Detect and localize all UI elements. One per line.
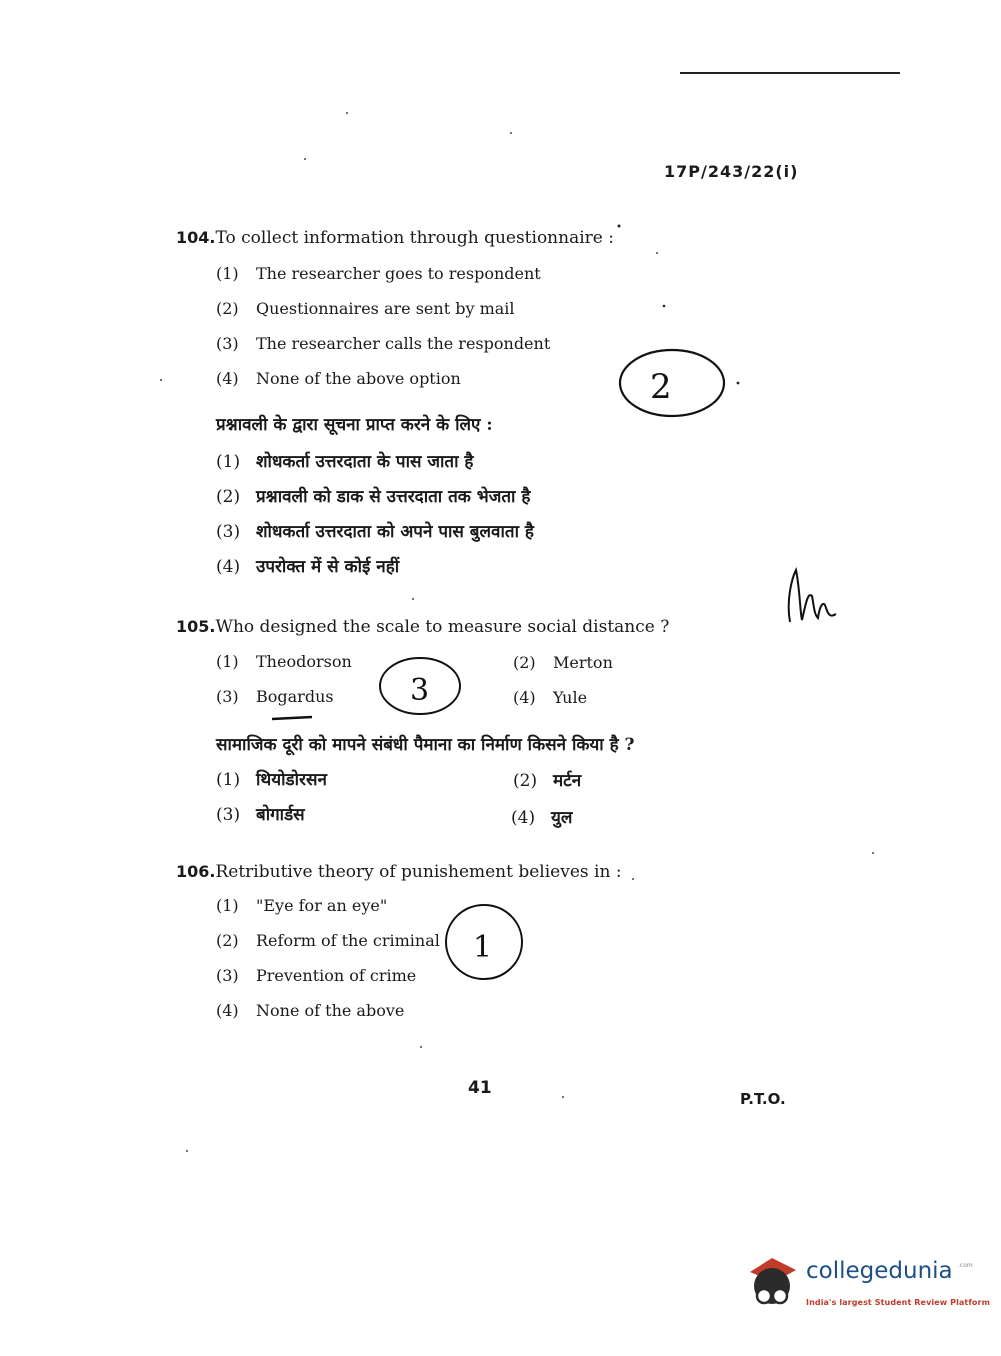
option-number: (2)	[216, 931, 239, 950]
option-number: (1)	[216, 896, 239, 915]
question-text: To collect information through questionnaire :	[215, 228, 614, 248]
option-text: शोधकर्ता उत्तरदाता के पास जाता है	[256, 452, 474, 472]
option-text: उपरोक्त में से कोई नहीं	[256, 557, 400, 577]
option-text: None of the above	[256, 1001, 405, 1020]
hindi-question: सामाजिक दूरी को मापने संबंधी पैमाना का निर्माण किसने किया है ?	[216, 735, 635, 755]
scan-speck	[656, 252, 658, 254]
option-number: (1)	[216, 452, 241, 472]
answer-circle-105	[272, 658, 460, 719]
scan-speck	[872, 852, 874, 854]
signature-scribble	[789, 570, 836, 622]
option-text: Reform of the criminal	[256, 931, 440, 950]
option-number: (2)	[216, 299, 239, 318]
option-text: थियोडोरसन	[256, 770, 327, 790]
option-number: (4)	[216, 369, 239, 388]
option-number: (3)	[216, 334, 239, 353]
question-number: 105.	[176, 617, 216, 636]
option-text: प्रश्नावली को डाक से उत्तरदाता तक भेजता है	[256, 487, 531, 507]
answer-circle-104	[620, 350, 724, 416]
option-number: (2)	[216, 487, 241, 507]
scan-speck	[420, 1046, 422, 1048]
scan-speck	[346, 112, 348, 114]
option-number: (3)	[216, 805, 241, 825]
option-text: Prevention of crime	[256, 966, 417, 985]
option-number: (2)	[513, 653, 536, 672]
option-number: (4)	[216, 557, 241, 577]
scan-speck	[186, 1150, 188, 1152]
question-text: Who designed the scale to measure social distance ?	[215, 617, 670, 637]
option-text: The researcher goes to respondent	[256, 264, 541, 283]
option-text: Yule	[553, 688, 588, 707]
answer-mark-105: 3	[410, 673, 430, 708]
option-text: युल	[551, 808, 573, 828]
watermark-tagline: India's largest Student Review Platform	[806, 1298, 991, 1307]
option-number: (1)	[216, 770, 241, 790]
option-text: Merton	[553, 653, 613, 672]
paper-code: 17P/243/22(i)	[664, 162, 799, 181]
page-number: 41	[468, 1078, 492, 1098]
question-number: 106.	[176, 862, 216, 881]
answer-mark-104: 2	[650, 367, 672, 407]
option-text: Theodorson	[256, 652, 352, 671]
option-number: (1)	[216, 652, 239, 671]
scan-speck	[562, 1096, 564, 1098]
answer-mark-106: 1	[473, 930, 493, 965]
option-number: (1)	[216, 264, 239, 283]
option-number: (2)	[513, 771, 538, 791]
watermark-brand: collegedunia	[806, 1258, 953, 1284]
option-number: (3)	[216, 522, 241, 542]
scan-speck	[510, 132, 512, 134]
option-number: (3)	[216, 687, 239, 706]
scan-speck	[160, 379, 162, 381]
option-text: शोधकर्ता उत्तरदाता को अपने पास बुलवाता है	[256, 522, 534, 542]
option-number: (4)	[513, 688, 536, 707]
option-number: (4)	[511, 808, 536, 828]
option-text: Bogardus	[256, 687, 334, 706]
option-text: Questionnaires are sent by mail	[256, 299, 515, 318]
watermark-suffix: .com	[958, 1262, 973, 1269]
collegedunia-logo-icon	[742, 1250, 804, 1312]
scan-speck	[632, 878, 634, 880]
answer-circle-106	[446, 905, 522, 979]
pto-label: P.T.O.	[740, 1090, 786, 1108]
question-text: Retributive theory of punishement believes in :	[215, 862, 622, 882]
option-text: मर्टन	[553, 771, 582, 791]
option-number: (3)	[216, 966, 239, 985]
option-text: The researcher calls the respondent	[256, 334, 551, 353]
hindi-question: प्रश्नावली के द्वारा सूचना प्राप्त करने के लिए :	[216, 415, 493, 435]
option-text: "Eye for an eye"	[256, 896, 388, 915]
scan-speck	[412, 598, 414, 600]
option-text: None of the above option	[256, 369, 461, 388]
scan-speck	[304, 158, 306, 160]
question-number: 104.	[176, 228, 216, 247]
option-number: (4)	[216, 1001, 239, 1020]
option-text: बोगार्डस	[256, 805, 305, 825]
